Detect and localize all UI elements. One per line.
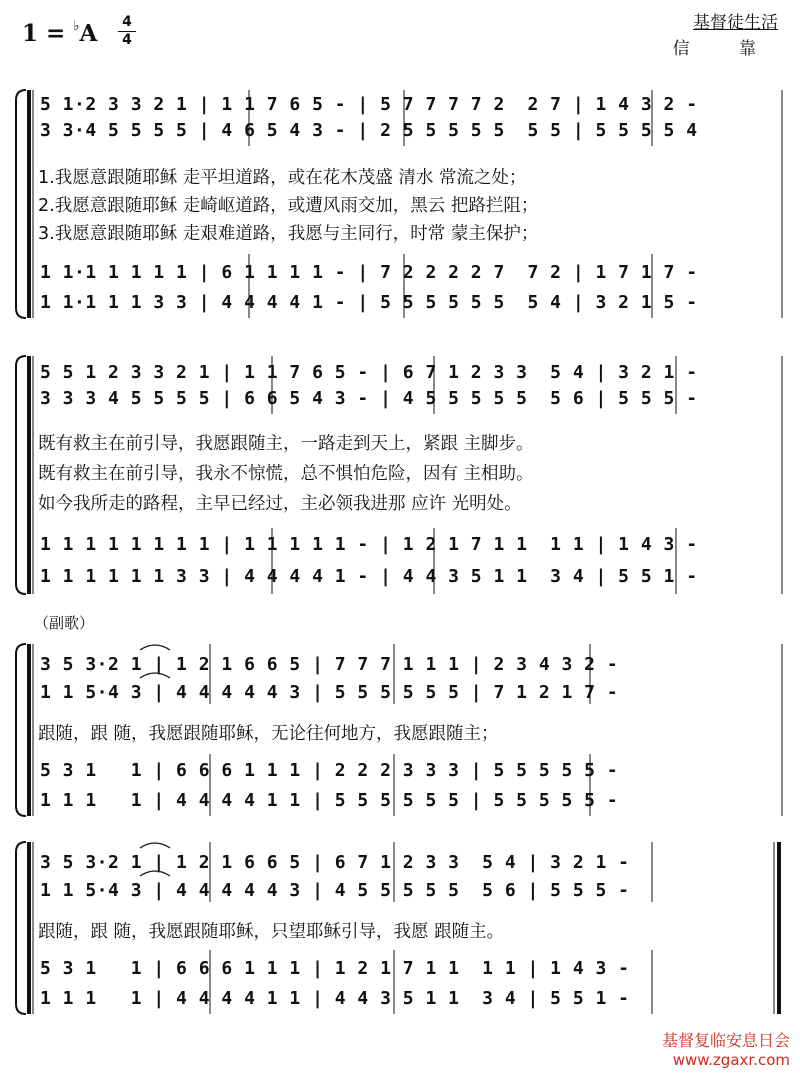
system-1-lyric-1: 1.我愿意跟随耶稣 走平坦道路，或在花木茂盛 清水 常流之处；: [38, 168, 527, 188]
time-signature: [118, 14, 136, 49]
system-4: [14, 838, 784, 1018]
system-3-tenor: 5 3 1 1 | 6 6 6 1 1 1 | 2 2 2 3 3 3 | 5 5 5 5 5 -: [40, 760, 619, 781]
system-1-alto: 3 3·4 5 5 5 5 | 4 6 5 4 3 - | 2 5 5 5 5 5 5 5 | 5 5 5 5 4: [40, 120, 698, 141]
system-4-bass: 1 1 1 1 | 4 4 4 4 1 1 | 4 4 3 5 1 1 3 4 | 5 5 1 -: [40, 988, 630, 1009]
system-1-lyric-2: 2.我愿意跟随耶稣 走崎岖道路，或遭风雨交加，黑云 把路拦阻；: [38, 196, 539, 216]
system-2-alto: 3 3 3 4 5 5 5 5 | 6 6 5 4 3 - | 4 5 5 5 5 5 5 6 | 5 5 5 -: [40, 388, 698, 409]
song-title: 信 靠: [672, 39, 778, 59]
system-2-tenor: 1 1 1 1 1 1 1 1 | 1 1 1 1 1 - | 1 2 1 7 1 1 1 1 | 1 4 3 -: [40, 534, 698, 555]
system-2-lyric-1: 既有救主在前引导，我愿跟随主，一路走到天上，紧跟 主脚步。: [38, 434, 534, 454]
system-3-soprano: 3 5 3·2 1 | 1 2 1 6 6 5 | 7 7 7 1 1 1 | 2 3 4 3 2 -: [40, 654, 619, 675]
system-1-soprano: 5 1·2 3 3 2 1 | 1 1 7 6 5 - | 5 7 7 7 7 2 2 7 | 1 4 3 2 -: [40, 94, 698, 115]
system-2-lyric-3: 如今我所走的路程，主早已经过，主必领我进那 应许 光明处。: [38, 494, 522, 514]
system-3-bass: 1 1 1 1 | 4 4 4 4 1 1 | 5 5 5 5 5 5 | 5 5 5 5 5 -: [40, 790, 619, 811]
collection-name: 基督徒生活: [693, 13, 778, 33]
system-4-soprano: 3 5 3·2 1 | 1 2 1 6 6 5 | 6 7 1 2 3 3 5 4 | 3 2 1 -: [40, 852, 630, 873]
chorus-label: （副歌）: [34, 614, 95, 632]
meter-top: 4: [118, 14, 136, 32]
system-4-lyric: 跟随，跟 随，我愿跟随耶稣，只望耶稣引导，我愿 跟随主。: [38, 922, 505, 942]
system-1-tenor: 1 1·1 1 1 1 1 | 6 1 1 1 1 - | 7 2 2 2 2 7 7 2 | 1 7 1 7 -: [40, 262, 698, 283]
system-1-bass: 1 1·1 1 1 3 3 | 4 4 4 4 1 - | 5 5 5 5 5 5 5 4 | 3 2 1 5 -: [40, 292, 698, 313]
watermark-url: www.zgaxr.com: [672, 1051, 790, 1069]
key-signature: 1 = ♭A: [22, 19, 98, 47]
system-2-bass: 1 1 1 1 1 1 3 3 | 4 4 4 4 1 - | 4 4 3 5 1 1 3 4 | 5 5 1 -: [40, 566, 698, 587]
system-1: [14, 86, 784, 322]
system-3-lyric: 跟随，跟 随，我愿跟随耶稣，无论往何地方，我愿跟随主；: [38, 724, 499, 744]
system-2-lyric-2: 既有救主在前引导，我永不惊慌，总不惧怕危险，因有 主相助。: [38, 464, 534, 484]
system-2: [14, 352, 784, 598]
system-3-alto: 1 1 5·4 3 | 4 4 4 4 4 3 | 5 5 5 5 5 5 | 7 1 2 1 7 -: [40, 682, 619, 703]
system-4-alto: 1 1 5·4 3 | 4 4 4 4 4 3 | 4 5 5 5 5 5 5 6 | 5 5 5 -: [40, 880, 630, 901]
system-2-soprano: 5 5 1 2 3 3 2 1 | 1 1 7 6 5 - | 6 7 1 2 3 3 5 4 | 3 2 1 -: [40, 362, 698, 383]
meter-bottom: 4: [122, 32, 132, 48]
system-1-lyric-3: 3.我愿意跟随耶稣 走艰难道路，我愿与主同行，时常 蒙主保护；: [38, 224, 539, 244]
system-4-tenor: 5 3 1 1 | 6 6 6 1 1 1 | 1 2 1 7 1 1 1 1 | 1 4 3 -: [40, 958, 630, 979]
watermark-name: 基督复临安息日会: [661, 1031, 790, 1050]
watermark: [662, 1028, 790, 1069]
system-3: [14, 640, 784, 820]
